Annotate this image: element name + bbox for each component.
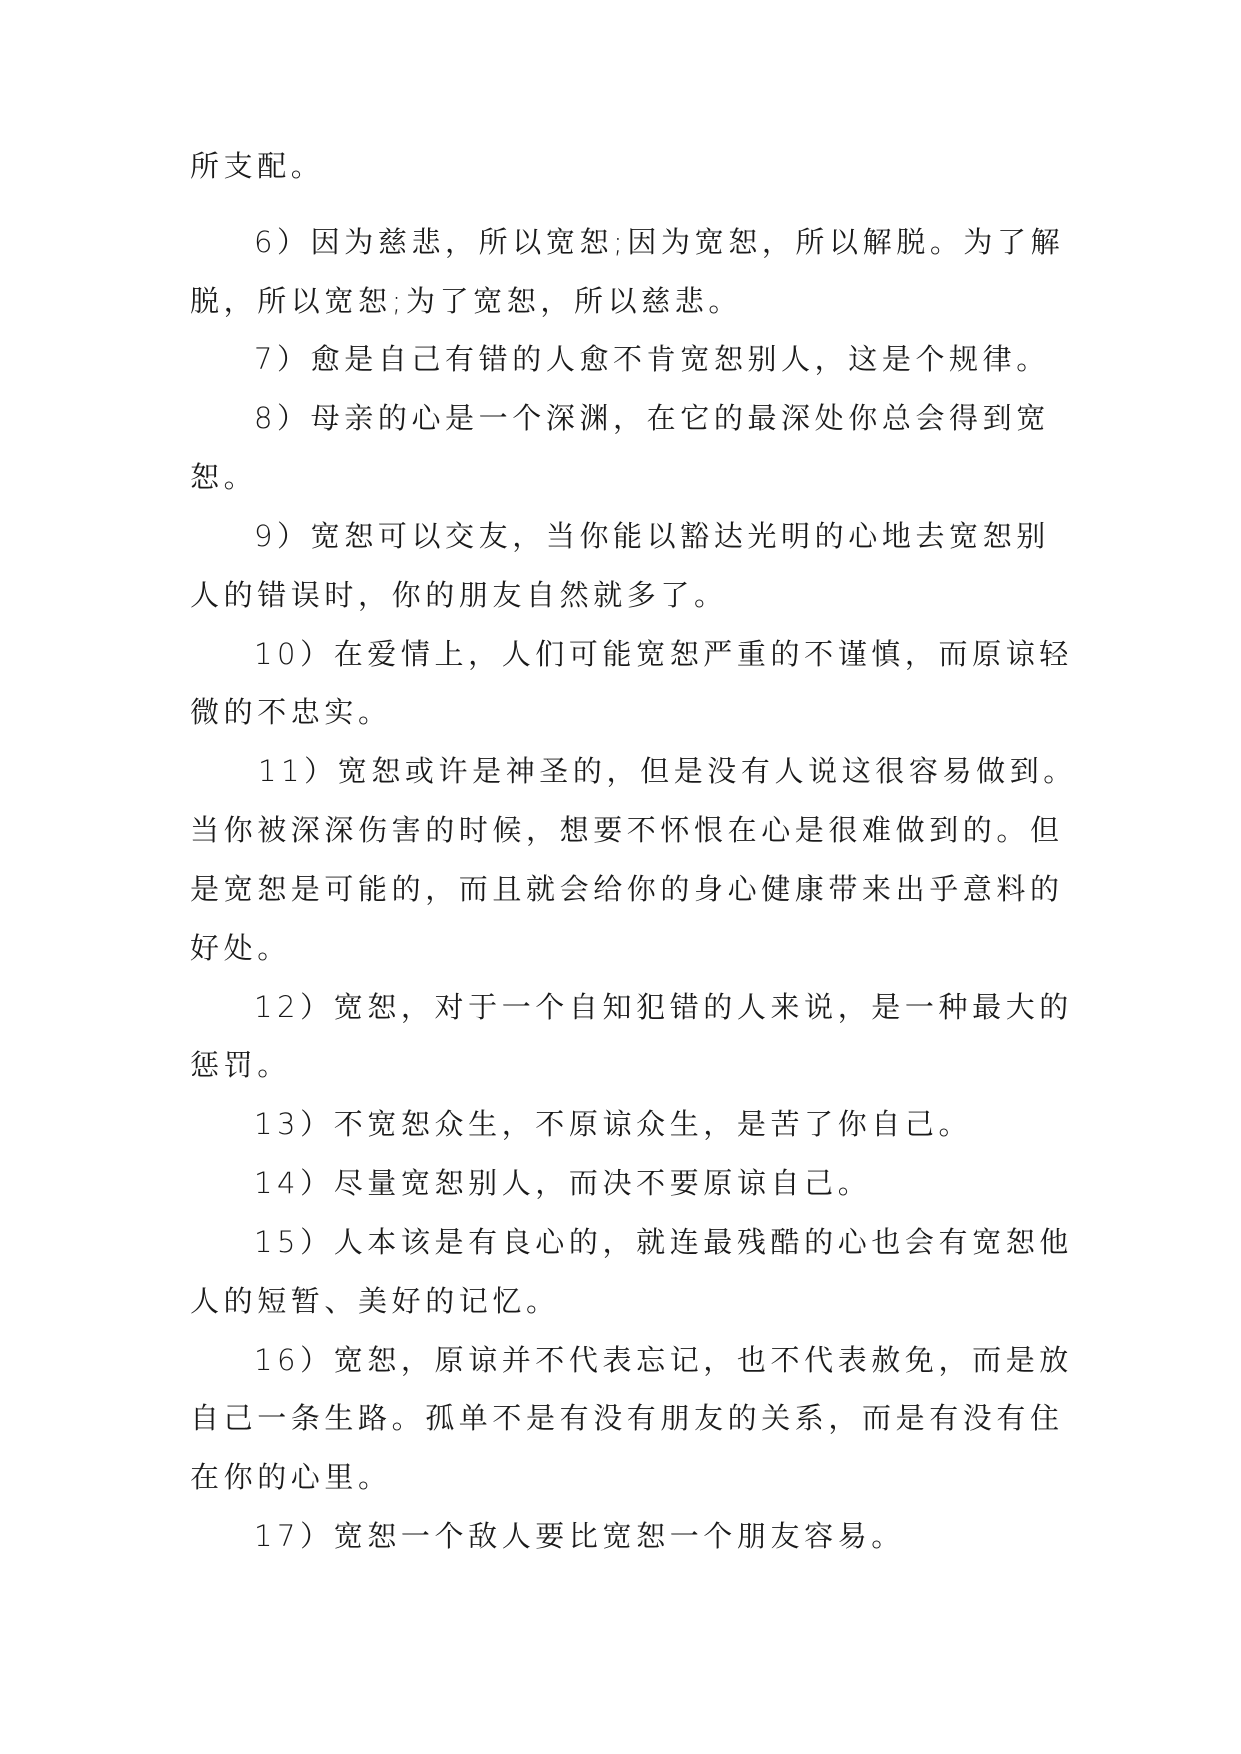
text-line: 12）宽恕，对于一个自知犯错的人来说，是一种最大的 — [254, 990, 1073, 1024]
text-line: 14）尽量宽恕别人，而决不要原谅自己。 — [254, 1166, 872, 1200]
text-line: 恕。 — [190, 460, 258, 494]
text-line: 是宽恕是可能的，而且就会给你的身心健康带来出乎意料的 — [190, 872, 1064, 906]
text-line: 11）宽恕或许是神圣的，但是没有人说这很容易做到。 — [258, 754, 1077, 788]
text-line: 人的短暂、美好的记忆。 — [190, 1284, 560, 1318]
text-line: 脱，所以宽恕;为了宽恕，所以慈悲。 — [190, 284, 742, 318]
text-line: 9）宽恕可以交友，当你能以豁达光明的心地去宽恕别 — [254, 519, 1050, 553]
text-line: 7）愈是自己有错的人愈不肯宽恕别人，这是个规律。 — [254, 342, 1050, 376]
text-line: 10）在爱情上，人们可能宽恕严重的不谨慎，而原谅轻 — [254, 637, 1073, 671]
text-line: 所支配。 — [190, 149, 325, 183]
text-line: 15）人本该是有良心的，就连最残酷的心也会有宽恕他 — [254, 1225, 1073, 1259]
text-line: 惩罚。 — [190, 1048, 291, 1082]
text-line: 在你的心里。 — [190, 1460, 392, 1494]
text-line: 人的错误时，你的朋友自然就多了。 — [190, 578, 728, 612]
text-line: 当你被深深伤害的时候，想要不怀恨在心是很难做到的。但 — [190, 813, 1064, 847]
text-line: 6）因为慈悲，所以宽恕;因为宽恕，所以解脱。为了解 — [254, 225, 1065, 259]
text-line: 8）母亲的心是一个深渊，在它的最深处你总会得到宽 — [254, 401, 1050, 435]
text-line: 13）不宽恕众生，不原谅众生，是苦了你自己。 — [254, 1107, 973, 1141]
text-line: 好处。 — [190, 931, 291, 965]
text-line: 16）宽恕，原谅并不代表忘记，也不代表赦免，而是放 — [254, 1343, 1073, 1377]
text-line: 自己一条生路。孤单不是有没有朋友的关系，而是有没有住 — [190, 1401, 1064, 1435]
text-line: 微的不忠实。 — [190, 695, 392, 729]
text-line: 17）宽恕一个敌人要比宽恕一个朋友容易。 — [254, 1519, 905, 1553]
